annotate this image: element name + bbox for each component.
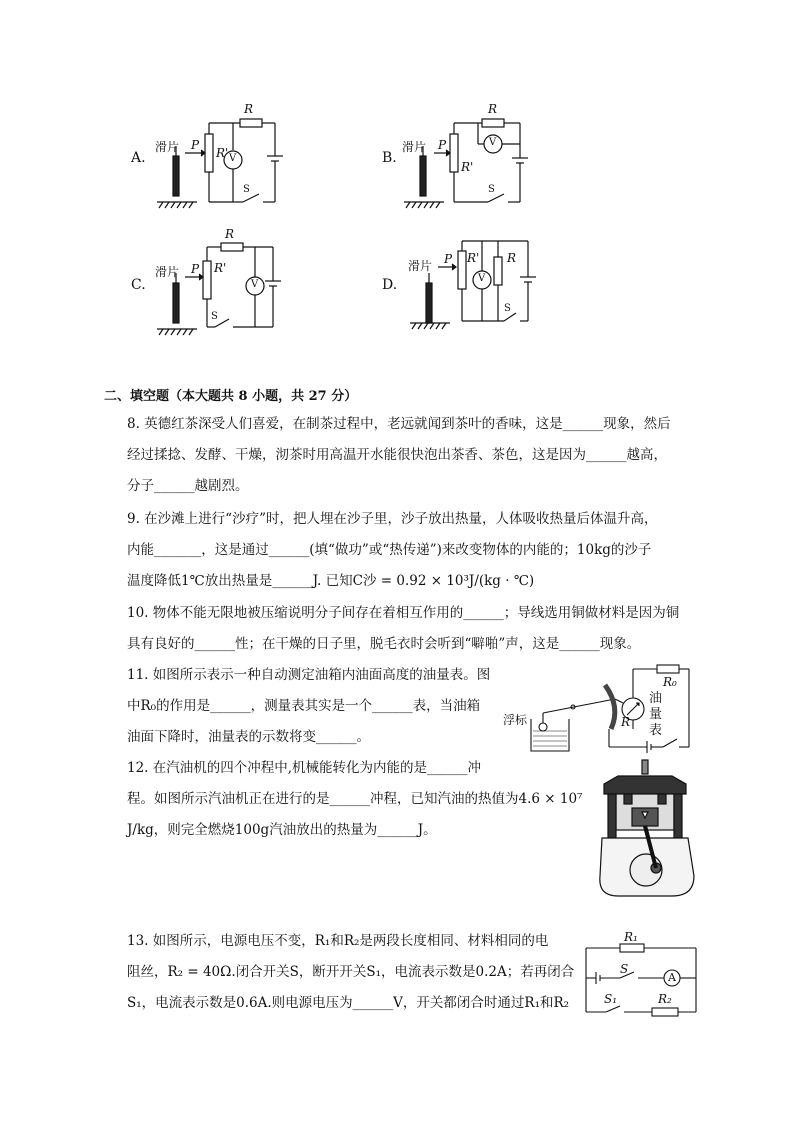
option-b-r-label: R — [488, 102, 498, 116]
option-a-s-label: S — [243, 184, 250, 195]
option-b-v-label: V — [489, 137, 497, 148]
option-d-letter: D. — [382, 277, 398, 293]
q12-line-1: 12. 在汽油机的四个冲程中,机械能转化为内能的是______冲 — [127, 760, 482, 776]
option-d — [378, 225, 558, 340]
q11-r0-label: R₀ — [663, 675, 677, 689]
q11-meter-1: 油 — [649, 691, 663, 706]
option-b-rp-label: R' — [461, 160, 474, 174]
q11-line-3: 油面下降时，油量表的示数将变______。 — [127, 729, 370, 745]
q13-s-label: S — [620, 962, 629, 976]
q13-a-label: A — [668, 971, 676, 984]
option-a — [125, 98, 295, 213]
q13-line-1: 13. 如图所示，电源电压不变，R₁和R₂是两段长度相同、材料相同的电 — [127, 933, 549, 949]
q8-line-2: 经过揉捻、发酵、干燥，沏茶时用高温开水能很快泡出茶香、茶色，这是因为______越高， — [127, 447, 667, 463]
option-b-slider-label: 滑片 — [402, 140, 427, 154]
q9-line-3: 温度降低1℃放出热量是______J. 已知C沙 = 0.92 × 10³J/(kg · ℃) — [127, 573, 535, 589]
q13-figure — [582, 930, 700, 1020]
option-c-slider-label: 滑片 — [155, 265, 180, 279]
q8-line-1: 8. 英德红茶深受人们喜爱，在制茶过程中，老远就闻到茶叶的香味，这是______现象，然后 — [127, 416, 671, 432]
option-c-r-label: R — [225, 227, 235, 241]
q11-float-label: 浮标 — [503, 713, 528, 727]
option-c-rp-label: R' — [214, 261, 227, 275]
option-a-circuit — [125, 98, 295, 213]
question-11 — [127, 660, 490, 753]
option-c — [125, 225, 295, 340]
section-heading: 二、填空题（本大题共 8 小题，共 27 分） — [104, 389, 358, 404]
question-10 — [127, 598, 679, 660]
option-a-v-label: V — [229, 153, 237, 164]
option-b — [378, 98, 548, 213]
option-d-p-label: P — [444, 252, 453, 266]
q12-line-3: J/kg，则完全燃烧100g汽油放出的热量为______J。 — [127, 822, 437, 838]
q11-line-2: 中R₀的作用是______，测量表其实是一个______表，当油箱 — [127, 698, 481, 714]
option-c-s-label: S — [211, 311, 218, 322]
option-a-letter: A. — [131, 150, 146, 166]
q13-r2-label: R₂ — [658, 992, 672, 1006]
q9-line-1: 9. 在沙滩上进行“沙疗”时，把人埋在沙子里，沙子放出热量，人体吸收热量后体温升高， — [127, 511, 658, 527]
option-a-p-label: P — [191, 138, 200, 152]
option-d-s-label: S — [504, 303, 511, 314]
q11-line-1: 11. 如图所示表示一种自动测定油箱内油面高度的油量表。图 — [127, 667, 491, 683]
q10-line-1: 10. 物体不能无限地被压缩说明分子间存在着相互作用的______；导线选用铜做材料是因为铜 — [127, 605, 680, 621]
q13-r1-label: R₁ — [624, 930, 638, 944]
option-a-r-label: R — [244, 102, 254, 116]
option-b-s-label: S — [488, 184, 495, 195]
question-8 — [127, 409, 671, 502]
question-12 — [127, 753, 582, 846]
q9-line-2: 内能_______，这是通过______(填“做功”或“热传递”)来改变物体的内能的；10kg的沙子 — [127, 542, 652, 558]
option-b-letter: B. — [382, 150, 397, 166]
option-b-circuit — [378, 98, 548, 213]
q12-line-2: 程。如图所示汽油机正在进行的是______冲程，已知汽油的热值为4.6 × 10⁷ — [127, 791, 583, 807]
option-a-rp-label: R' — [216, 146, 229, 160]
option-d-slider-label: 滑片 — [408, 259, 433, 273]
option-c-v-label: V — [251, 279, 259, 290]
q8-line-3: 分子______越剧烈。 — [127, 478, 249, 494]
option-c-letter: C. — [131, 277, 146, 293]
q11-figure — [503, 663, 693, 755]
option-d-rp-label: R' — [467, 251, 480, 265]
option-c-p-label: P — [191, 262, 200, 276]
q11-r-label: R — [621, 715, 631, 729]
q13-line-3: S₁，电流表示数是0.6A.则电源电压为______V，开关都闭合时通过R₁和R₂ — [127, 995, 570, 1011]
q13-circuit — [582, 930, 700, 1020]
question-13 — [127, 926, 574, 1019]
option-b-p-label: P — [438, 138, 447, 152]
q11-meter-2: 量 — [649, 707, 663, 722]
q13-line-2: 阻丝，R₂ = 40Ω.闭合开关S，断开开关S₁，电流表示数是0.2A；若再闭合 — [127, 964, 575, 980]
option-d-r-label: R — [507, 251, 517, 265]
q13-s1-label: S₁ — [604, 992, 618, 1006]
option-a-slider-label: 滑片 — [155, 140, 180, 154]
option-c-circuit — [125, 225, 295, 340]
option-d-circuit — [378, 225, 558, 340]
q10-line-2: 具有良好的______性；在干燥的日子里，脱毛衣时会听到“噼啪”声，这是______现象。 — [127, 636, 641, 652]
option-d-v-label: V — [478, 273, 486, 284]
gasoline-engine-diagram — [598, 758, 698, 900]
question-9 — [127, 504, 657, 597]
q11-meter-3: 表 — [649, 723, 663, 738]
